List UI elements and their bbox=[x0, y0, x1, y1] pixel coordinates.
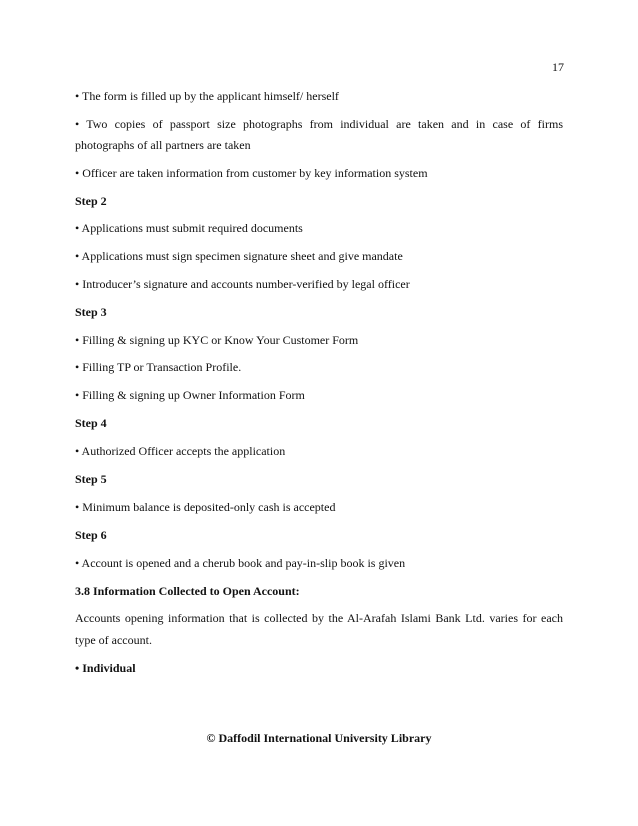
step-3-heading: Step 3 bbox=[75, 305, 107, 319]
bullet-form-filled: • The form is filled up by the applicant himself/ herself bbox=[75, 89, 339, 103]
step-5-bullet-1: • Minimum balance is deposited-only cash is accepted bbox=[75, 500, 336, 514]
step-5-heading: Step 5 bbox=[75, 472, 107, 486]
step-2-bullet-3: • Introducer’s signature and accounts number-verified by legal officer bbox=[75, 277, 410, 291]
step-6-heading: Step 6 bbox=[75, 528, 107, 542]
step-6-bullet-1: • Account is opened and a cherub book and pay-in-slip book is given bbox=[75, 556, 406, 570]
bullet-individual: • Individual bbox=[75, 661, 136, 675]
step-3-bullet-1: • Filling & signing up KYC or Know Your Customer Form bbox=[75, 333, 359, 347]
step-3-bullet-3: • Filling & signing up Owner Information Form bbox=[75, 388, 305, 402]
page-number: 17 bbox=[552, 60, 564, 74]
footer-copyright: © Daffodil International University Library bbox=[206, 731, 432, 745]
paragraph-line-1: Accounts opening information that is collected by the Al-Arafah Islami Bank Ltd. varies for each bbox=[75, 611, 563, 625]
step-2-bullet-2: • Applications must sign specimen signature sheet and give mandate bbox=[75, 249, 403, 263]
step-3-bullet-2: • Filling TP or Transaction Profile. bbox=[75, 360, 242, 374]
step-4-bullet-1: • Authorized Officer accepts the application bbox=[75, 444, 286, 458]
step-2-bullet-1: • Applications must submit required documents bbox=[75, 221, 303, 235]
step-2-heading: Step 2 bbox=[75, 194, 107, 208]
paragraph-line-2: type of account. bbox=[75, 633, 152, 647]
bullet-officer-info: • Officer are taken information from customer by key information system bbox=[75, 166, 428, 180]
bullet-photographs-line1: • Two copies of passport size photographs from individual are taken and in case of firms bbox=[75, 117, 563, 131]
section-heading: 3.8 Information Collected to Open Account: bbox=[75, 584, 300, 598]
step-4-heading: Step 4 bbox=[75, 416, 107, 430]
bullet-photographs-line2: photographs of all partners are taken bbox=[75, 138, 251, 152]
